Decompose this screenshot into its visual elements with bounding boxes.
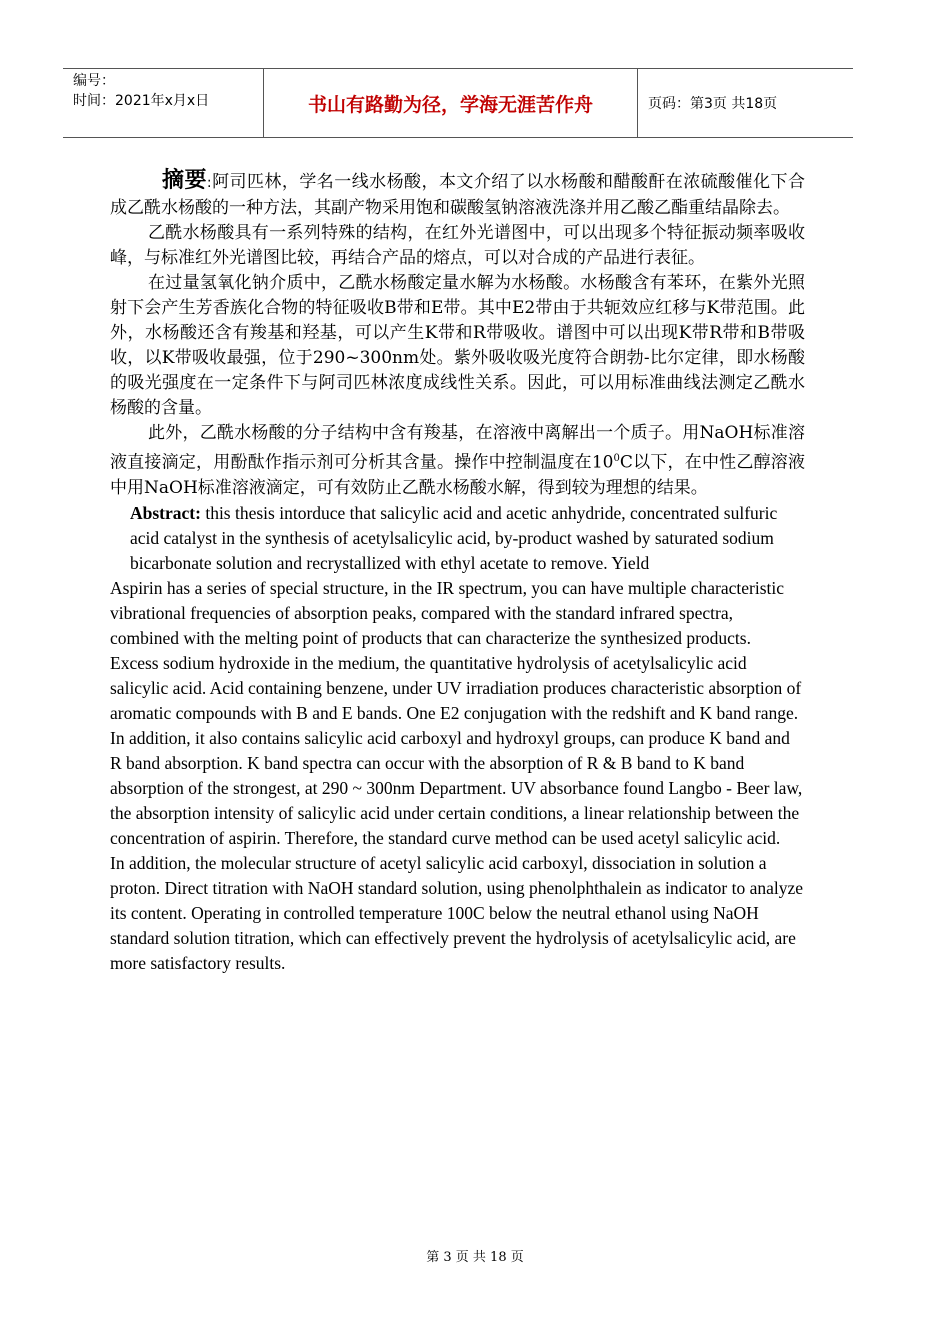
- abstract-cn-label: 摘要: [162, 168, 207, 193]
- header-motto: 书山有路勤为径，学海无涯苦作舟: [264, 69, 638, 137]
- degree-superscript: 0: [613, 453, 620, 464]
- page-footer: 第 3 页 共 18 页: [426, 1250, 524, 1265]
- abstract-en-label: Abstract:: [130, 502, 201, 523]
- document-number-label: 编号：: [73, 73, 115, 89]
- abstract-en-paragraph-3: Excess sodium hydroxide in the medium, the quantitative hydrolysis of acetylsalicylic acid salicylic acid. Acid containing benzene, under UV irradiation produces characteristic absorption of aromatic compounds with B and E bands. One E2 conjugation with the redshift and K band range. In addition, it also contains salicylic acid carboxyl and hydroxyl groups, can produce K band and R band absorption. K band spectra can occur with the absorption of R & B band to K band absorption of the strongest, at 290 ~ 300nm Department. UV absorbance found Langbo - Beer law, the absorption intensity of salicylic acid under certain conditions, a linear relationship between the concentration of aspirin. Therefore, the standard curve method can be used acetyl salicylic acid.: [110, 652, 803, 848]
- abstract-cn-paragraph-2: 乙酰水杨酸具有一系列特殊的结构，在红外光谱图中，可以出现多个特征振动频率吸收峰，与标准红外光谱图比较，再结合产品的熔点，可以对合成的产品进行表征。: [110, 223, 805, 268]
- abstract-cn-text-4a: 此外，乙酰水杨酸的分子结构中含有羧基，在溶液中离解出一个质子。用NaOH标准溶液直接滴定，用酚酞作指示剂可分析其含量。操作中控制温度在10: [110, 423, 805, 473]
- page-header: [63, 68, 853, 138]
- abstract-cn-paragraph-3: 在过量氢氧化钠介质中，乙酰水杨酸定量水解为水杨酸。水杨酸含有苯环，在紫外光照射下会产生芳香族化合物的特征吸收B带和E带。其中E2带由于共轭效应红移与K带范围。此外，水杨酸还含有羧基和羟基，可以产生K带和R带吸收。谱图中可以出现K带R带和B带吸收，以K带吸收最强，位于290~300nm处。紫外吸收吸光度符合朗勃-比尔定律，即水杨酸的吸光强度在一定条件下与阿司匹林浓度成线性关系。因此，可以用标准曲线法测定乙酰水杨酸的含量。: [110, 273, 805, 418]
- abstract-en-text-1: this thesis intorduce that salicylic acid and acetic anhydride, concentrated sulfuric acid catalyst in the synthesis of acetylsalicylic acid, by-product washed by saturated sodium bicarbonate solution and recrystallized with ethyl acetate to remove. Yield: [130, 502, 778, 573]
- abstract-en-paragraph-4: In addition, the molecular structure of acetyl salicylic acid carboxyl, dissociation in solution a proton. Direct titration with NaOH standard solution, using phenolphthalein as indicator to analyze its content. Operating in controlled temperature 100C below the neutral ethanol using NaOH standard solution titration, which can effectively prevent the hydrolysis of acetylsalicylic acid, are more satisfactory results.: [110, 852, 804, 973]
- page-body: [110, 168, 805, 976]
- abstract-cn-text-1: 阿司匹林，学名一线水杨酸，本文介绍了以水杨酸和醋酸酐在浓硫酸催化下合成乙酰水杨酸的一种方法，其副产物采用饱和碳酸氢钠溶液洗涤并用乙酸乙酯重结晶除去。: [110, 172, 805, 218]
- header-page-code: 页码：第3页 共18页: [648, 96, 778, 112]
- abstract-en-paragraph-1: [110, 501, 805, 576]
- abstract-cn-colon: :: [206, 175, 212, 191]
- abstract-en-paragraph-2: Aspirin has a series of special structure, in the IR spectrum, you can have multiple characteristic vibrational frequencies of absorption peaks, compared with the standard infrared spectra, combined with the melting point of products that can characterize the synthesized products.: [110, 577, 785, 648]
- header-meta: [63, 69, 264, 137]
- abstract-cn-paragraph-1: [110, 168, 805, 221]
- document-time: 时间：2021年x月x日: [73, 93, 210, 109]
- abstract-cn-text-4b: C以下，在中性乙醇溶液中用NaOH标准溶液滴定，可有效防止乙酰水杨酸水解，得到较为理想的结果。: [110, 452, 805, 498]
- abstract-cn-paragraph-4: [110, 421, 805, 501]
